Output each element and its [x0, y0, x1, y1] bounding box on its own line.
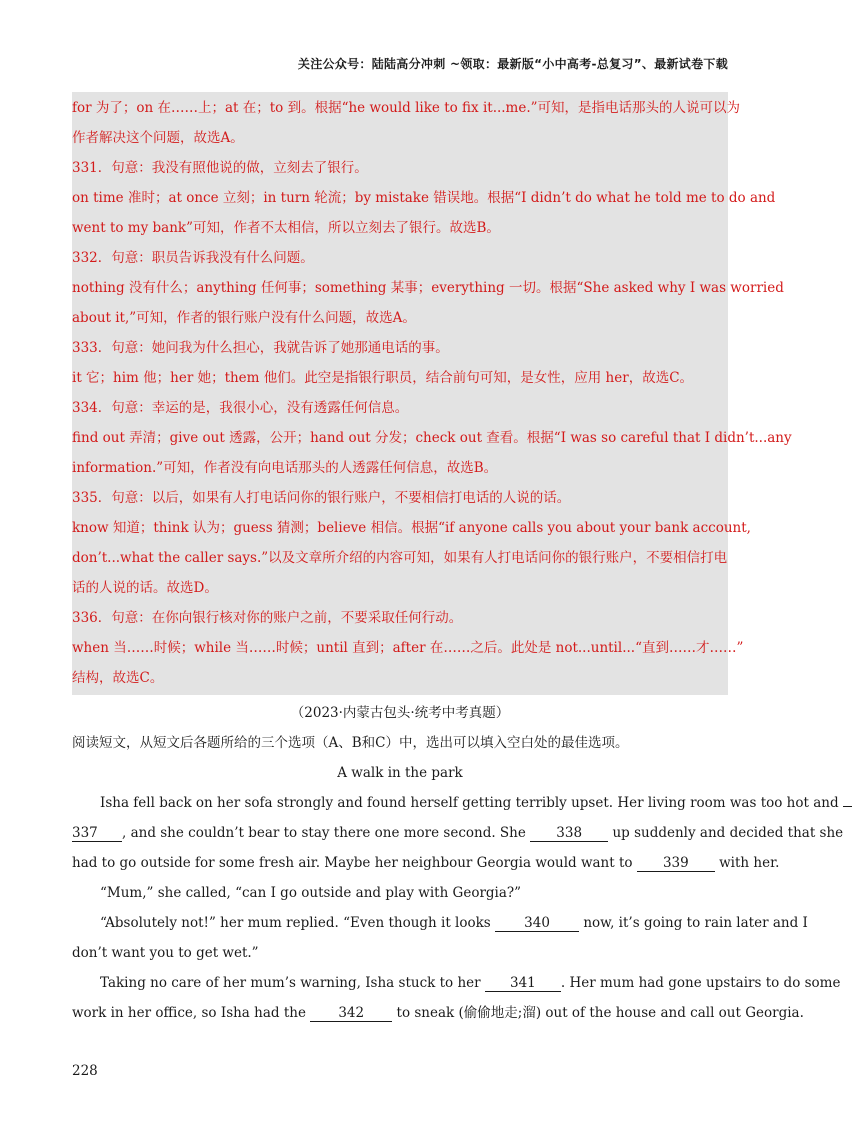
answer-line: 334．句意：幸运的是，我很小心，没有透露任何信息。: [72, 400, 409, 416]
blank-339[interactable]: 339: [637, 855, 715, 872]
passage-line: don’t want you to get wet.”: [72, 945, 259, 961]
page-number: 228: [72, 1063, 98, 1079]
blank-340[interactable]: 340: [495, 915, 579, 932]
passage-line: had to go outside for some fresh air. Maybe her neighbour Georgia would want to 339 with her.: [72, 855, 780, 871]
answer-line: 作者解决这个问题，故选A。: [72, 130, 244, 146]
answer-line: 336．句意：在你向银行核对你的账户之前，不要采取任何行动。: [72, 610, 463, 626]
answer-line: 333．句意：她问我为什么担心，我就告诉了她那通电话的事。: [72, 340, 449, 356]
page-header: 关注公众号：陆陆高分冲刺 ~领取：最新版“小中高考-总复习”、最新试卷下载: [297, 57, 728, 71]
passage-line: “Mum,” she called, “can I go outside and play with Georgia?”: [100, 885, 522, 901]
blank-342[interactable]: 342: [310, 1005, 392, 1022]
answer-explanation-box: [72, 92, 792, 695]
passage-line: “Absolutely not!” her mum replied. “Even though it looks 340 now, it’s going to rain later and I: [100, 915, 808, 931]
answer-line: 话的人说的话。故选D。: [72, 580, 218, 596]
blank-341[interactable]: 341: [485, 975, 561, 992]
blank-337[interactable]: 337: [72, 825, 122, 842]
answer-line: 335．句意：以后，如果有人打电话问你的银行账户，不要相信打电话的人说的话。: [72, 490, 571, 506]
answer-line: when 当……时候；while 当……时候；until 直到；after 在……之后。此处是 not...until...“直到……才……”: [72, 640, 744, 656]
answer-line: find out 弄清；give out 透露，公开；hand out 分发；check out 查看。根据“I was so careful that I didn’t...any: [72, 430, 792, 446]
passage-line: Isha fell back on her sofa strongly and found herself getting terribly upset. Her living room was too hot and: [72, 793, 728, 813]
answer-line: about it,”可知，作者的银行账户没有什么问题，故选A。: [72, 310, 416, 326]
answer-line: information.”可知，作者没有向电话那头的人透露任何信息，故选B。: [72, 460, 498, 476]
question-source: （2023·内蒙古包头·统考中考真题）: [290, 705, 510, 721]
answer-line: don’t...what the caller says.”以及文章所介绍的内容可知，如果有人打电话问你的银行账户，不要相信打电: [72, 550, 728, 566]
answer-line: 结构，故选C。: [72, 670, 164, 686]
answer-line: nothing 没有什么；anything 任何事；something 某事；everything 一切。根据“She asked why I was worried: [72, 280, 784, 296]
instruction-text: 阅读短文，从短文后各题所给的三个选项（A、B和C）中，选出可以填入空白处的最佳选项。: [72, 735, 629, 751]
passage-line: Taking no care of her mum’s warning, Isha stuck to her 341 . Her mum had gone upstairs to do some: [100, 975, 841, 991]
passage-line: work in her office, so Isha had the 342 to sneak (偷偷地走;溜) out of the house and call out Georgia.: [72, 1005, 804, 1021]
answer-line: for 为了；on 在……上；at 在；to 到。根据“he would like to fix it...me.”可知，是指电话那头的人说可以为: [72, 100, 741, 116]
answer-line: 331．句意：我没有照他说的做，立刻去了银行。: [72, 160, 368, 176]
answer-line: know 知道；think 认为；guess 猜测；believe 相信。根据“if anyone calls you about your bank account,: [72, 520, 751, 536]
blank-338[interactable]: 338: [530, 825, 608, 842]
answer-line: on time 准时；at once 立刻；in turn 轮流；by mistake 错误地。根据“I didn’t do what he told me to do and: [72, 190, 776, 206]
answer-line: 332．句意：职员告诉我没有什么问题。: [72, 250, 314, 266]
passage-line: 337 , and she couldn’t bear to stay there one more second. She 338 up suddenly and decided that she: [72, 825, 844, 841]
passage-title: A walk in the park: [337, 765, 463, 781]
answer-line: it 它；him 他；her 她；them 他们。此空是指银行职员，结合前句可知，是女性，应用 her，故选C。: [72, 370, 694, 386]
blank-line: [843, 806, 852, 807]
answer-line: went to my bank”可知，作者不太相信，所以立刻去了银行。故选B。: [72, 220, 500, 236]
